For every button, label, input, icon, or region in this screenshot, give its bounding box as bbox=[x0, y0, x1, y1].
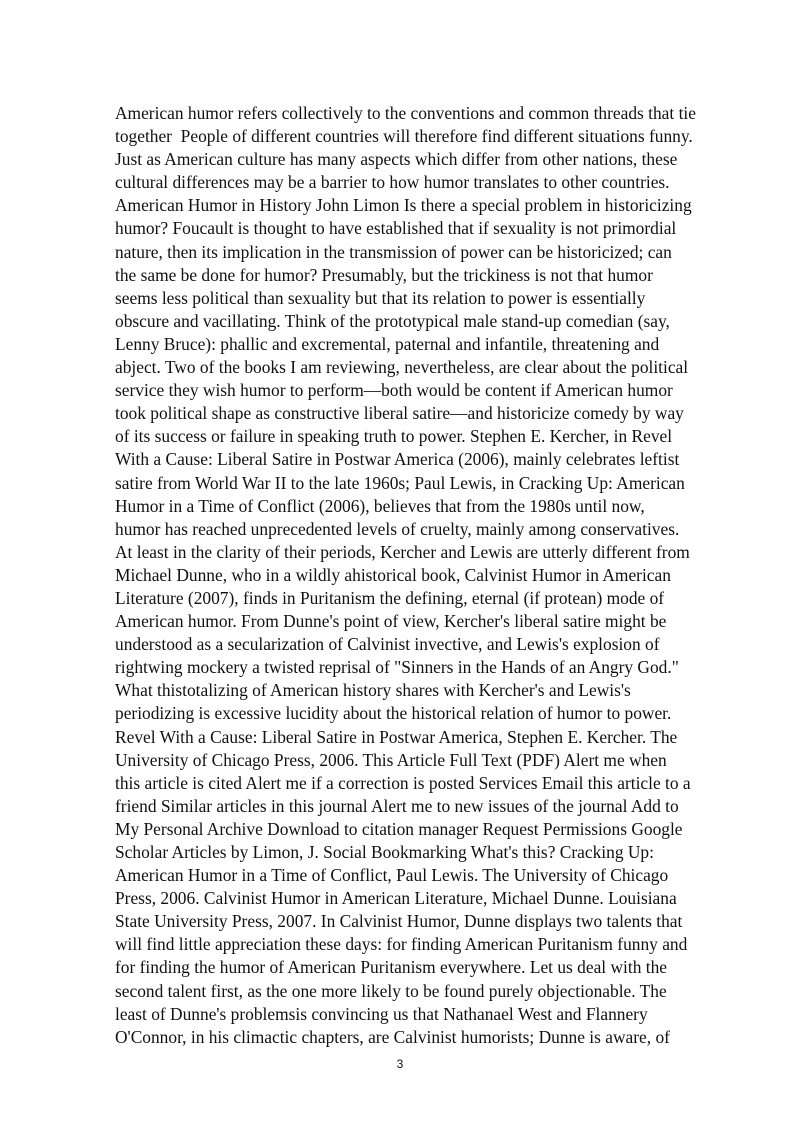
text-line: seems less political than sexuality but that its relation to power is essentially bbox=[115, 287, 646, 308]
text-line: O'Connor, in his climactic chapters, are Calvinist humorists; Dunne is aware, of bbox=[115, 1026, 670, 1047]
text-line: Scholar Articles by Limon, J. Social Bookmarking What's this? Cracking Up: bbox=[115, 842, 654, 862]
text-line: periodizing is excessive lucidity about the historical relation of humor to power. bbox=[115, 703, 672, 724]
text-line: American Humor in a Time of Conflict, Paul Lewis. The University of Chicago bbox=[115, 865, 669, 886]
text-line: Revel With a Cause: Liberal Satire in Postwar America, Stephen E. Kercher. The bbox=[115, 726, 678, 747]
text-line: University of Chicago Press, 2006. This Article Full Text (PDF) Alert me when bbox=[115, 749, 667, 770]
text-line: will find little appreciation these days: for finding American Puritanism funny and bbox=[115, 934, 688, 955]
text-line: With a Cause: Liberal Satire in Postwar America (2006), mainly celebrates leftist bbox=[115, 449, 680, 470]
text-line: second talent first, as the one more likely to be found purely objectionable. The bbox=[115, 980, 667, 1001]
text-line: service they wish humor to perform—both would be content if American humor bbox=[115, 380, 673, 401]
text-line: At least in the clarity of their periods, Kercher and Lewis are utterly different from bbox=[115, 541, 690, 562]
text-line: satire from World War II to the late 1960s; Paul Lewis, in Cracking Up: American bbox=[115, 472, 685, 493]
text-line: Literature (2007), finds in Puritanism the defining, eternal (if protean) mode of bbox=[115, 587, 665, 608]
text-line: abject. Two of the books I am reviewing, nevertheless, are clear about the political bbox=[115, 357, 689, 378]
text-line: the same be done for humor? Presumably, but the trickiness is not that humor bbox=[115, 264, 653, 285]
text-line: for finding the humor of American Puritanism everywhere. Let us deal with the bbox=[115, 957, 667, 978]
text-line: State University Press, 2007. In Calvinist Humor, Dunne displays two talents that bbox=[115, 911, 683, 932]
text-line: humor? Foucault is thought to have established that if sexuality is not primordial bbox=[115, 218, 677, 239]
text-line: rightwing mockery a twisted reprisal of "Sinners in the Hands of an Angry God." bbox=[115, 657, 679, 678]
text-line: together People of different countries will therefore find different situations funny. bbox=[115, 126, 693, 147]
text-line: nature, then its implication in the transmission of power can be historicized; can bbox=[115, 241, 672, 262]
text-line: Michael Dunne, who in a wildly ahistorical book, Calvinist Humor in American bbox=[115, 564, 671, 585]
text-line: My Personal Archive Download to citation manager Request Permissions Google bbox=[115, 818, 683, 839]
text-line: Just as American culture has many aspects which differ from other nations, these bbox=[115, 149, 678, 170]
text-line: American Humor in History John Limon Is there a special problem in historicizing bbox=[115, 195, 692, 216]
text-line: of its success or failure in speaking truth to power. Stephen E. Kercher, in Revel bbox=[115, 426, 673, 447]
text-line: humor has reached unprecedented levels of cruelty, mainly among conservatives. bbox=[115, 518, 680, 539]
text-line: Lenny Bruce): phallic and excremental, paternal and infantile, threatening and bbox=[115, 333, 660, 354]
text-line: this article is cited Alert me if a correction is posted Services Email this article to a bbox=[115, 772, 691, 793]
page-number: 3 bbox=[396, 1057, 404, 1071]
text-line: American humor. From Dunne's point of view, Kercher's liberal satire might be bbox=[115, 611, 667, 632]
text-line: Humor in a Time of Conflict (2006), believes that from the 1980s until now, bbox=[115, 495, 645, 516]
text-line: took political shape as constructive liberal satire—and historicize comedy by way bbox=[115, 403, 684, 424]
text-line: least of Dunne's problemsis convincing us that Nathanael West and Flannery bbox=[115, 1003, 648, 1024]
text-line: cultural differences may be a barrier to how humor translates to other countries. bbox=[115, 172, 670, 193]
text-line: understood as a secularization of Calvinist invective, and Lewis's explosion of bbox=[115, 634, 660, 655]
text-line: Press, 2006. Calvinist Humor in American Literature, Michael Dunne. Louisiana bbox=[115, 888, 677, 909]
text-line: American humor refers collectively to the conventions and common threads that tie bbox=[115, 103, 696, 123]
text-line: obscure and vacillating. Think of the prototypical male stand-up comedian (say, bbox=[115, 310, 670, 331]
text-line: What thistotalizing of American history shares with Kercher's and Lewis's bbox=[115, 680, 631, 701]
body-text bbox=[115, 102, 755, 1049]
text-line: friend Similar articles in this journal Alert me to new issues of the journal Add to bbox=[115, 795, 679, 816]
